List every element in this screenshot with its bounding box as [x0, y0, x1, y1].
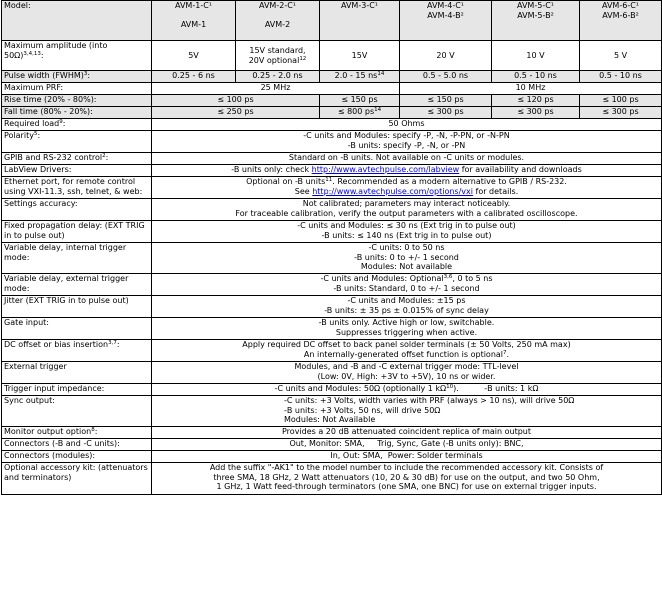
rise-time-row: [2, 95, 662, 107]
trig-impedance-label: Trigger input impedance:: [2, 384, 152, 396]
jitter-row: [2, 296, 662, 318]
fall-time-avm-6: ≤ 300 ps: [580, 107, 662, 119]
prf-avm-1-3: 25 MHz: [152, 83, 400, 95]
labview-label: LabView Drivers:: [2, 165, 152, 177]
pulse-width-label: Pulse width (FWHM)$^3$:: [2, 71, 152, 83]
monitor-row: [2, 427, 662, 439]
accessory-row: [2, 463, 662, 495]
fall-time-avm-1-2: ≤ 250 ps: [152, 107, 320, 119]
var-delay-int-value: -C units: 0 to 50 ns -B units: 0 to +/- 1 second Modules: Not available: [152, 243, 662, 274]
amplitude-avm-2: 15V standard, 20V optional$^{12}$: [236, 41, 320, 71]
vxi-link[interactable]: http://www.avtechpulse.com/options/vxi: [312, 186, 473, 196]
model-avm-3: AVM-3-C¹: [320, 1, 400, 41]
rise-time-avm-3: ≤ 150 ps: [320, 95, 400, 107]
amplitude-label: Maximum amplitude (into 50Ω)$^{3,4,13}$:: [2, 41, 152, 71]
fall-time-avm-4: ≤ 300 ps: [400, 107, 492, 119]
amplitude-avm-5: 10 V: [492, 41, 580, 71]
polarity-row: [2, 131, 662, 153]
rise-time-avm-1-2: ≤ 100 ps: [152, 95, 320, 107]
jitter-label: Jitter (EXT TRIG in to pulse out): [2, 296, 152, 318]
gate-value: -B units only. Active high or low, switchable. Suppresses triggering when active.: [152, 318, 662, 340]
accessory-label: Optional accessory kit: (attenuators and terminators): [2, 463, 152, 495]
ethernet-row: [2, 177, 662, 199]
fixed-delay-label: Fixed propagation delay: (EXT TRIG in to pulse out): [2, 221, 152, 243]
accuracy-label: Settings accuracy:: [2, 199, 152, 221]
pulse-width-avm-3: 2.0 - 15 $ns^{14}$: [320, 71, 400, 83]
ext-trigger-value: Modules, and -B and -C external trigger mode: TTL-level (Low: 0V, High: +3V to +5V), 10 ns or wider.: [152, 362, 662, 384]
ext-trigger-row: [2, 362, 662, 384]
jitter-value: -C units and Modules: ±15 ps -B units: ± 35 ps ± 0.015% of sync delay: [152, 296, 662, 318]
amplitude-avm-6: 5 V: [580, 41, 662, 71]
connectors-bc-row: [2, 439, 662, 451]
spec-table: [1, 0, 662, 495]
gpib-row: [2, 153, 662, 165]
polarity-value: -C units and Modules: specify -P, -N, -P-PN, or -N-PN -B units: specify -P, -N, or -PN: [152, 131, 662, 153]
var-delay-ext-value: -C units and Modules: Optional$^{3,6}$, 0 to 5 ns -B units: Standard, 0 to +/- 1 second: [152, 274, 662, 296]
gate-label: Gate input:: [2, 318, 152, 340]
monitor-label: Monitor output option$^8$:: [2, 427, 152, 439]
fall-time-avm-3: ≤ 800 $ps^{14}$: [320, 107, 400, 119]
rise-time-avm-6: ≤ 100 ps: [580, 95, 662, 107]
pulse-width-row: [2, 71, 662, 83]
var-delay-ext-row: [2, 274, 662, 296]
rise-time-avm-4: ≤ 150 ps: [400, 95, 492, 107]
model-avm-2: AVM-2-C¹ AVM-2: [236, 1, 320, 41]
connectors-bc-value: Out, Monitor: SMA, Trig, Sync, Gate (-B units only): BNC,: [152, 439, 662, 451]
fall-time-label: Fall time (80% - 20%):: [2, 107, 152, 119]
sync-row: [2, 396, 662, 427]
amplitude-avm-4: 20 V: [400, 41, 492, 71]
sync-value: -C units: +3 Volts, width varies with PRF (always > 10 ns), will drive 50Ω -B units: +3 Volts, 50 ns, will drive 50Ω Modules: Not Available: [152, 396, 662, 427]
fall-time-row: [2, 107, 662, 119]
amplitude-avm-3: 15V: [320, 41, 400, 71]
prf-row: [2, 83, 662, 95]
load-value: 50 Ohms: [152, 119, 662, 131]
model-avm-4: AVM-4-C¹ AVM-4-B²: [400, 1, 492, 41]
gate-row: [2, 318, 662, 340]
pulse-width-avm-2: 0.25 - 2.0 ns: [236, 71, 320, 83]
labview-link[interactable]: http://www.avtechpulse.com/labview: [311, 165, 460, 174]
dc-offset-label: DC offset or bias insertion$^{3,7}$:: [2, 340, 152, 362]
var-delay-int-row: [2, 243, 662, 274]
connectors-mod-value: In, Out: SMA, Power: Solder terminals: [152, 451, 662, 463]
ethernet-value: Optional on -B units$^{11}$. Recommended as a modern alternative to GPIB / RS-232. See http://www.avtechpulse.com/options/vxi for details.: [152, 177, 662, 199]
labview-value: -B units only: check http://www.avtechpulse.com/labview for availability and downloads: [152, 165, 662, 177]
amplitude-avm-1: 5V: [152, 41, 236, 71]
connectors-bc-label: Connectors (-B and -C units):: [2, 439, 152, 451]
amplitude-row: [2, 41, 662, 71]
fixed-delay-row: [2, 221, 662, 243]
connectors-mod-row: [2, 451, 662, 463]
trig-impedance-value: -C units and Modules: 50Ω (optionally 1 $k\Omega^{10}$). -B units: 1 kΩ: [152, 384, 662, 396]
model-label: Model:: [2, 1, 152, 41]
pulse-width-avm-6: 0.5 - 10 ns: [580, 71, 662, 83]
ext-trigger-label: External trigger: [2, 362, 152, 384]
gpib-value: Standard on -B units. Not available on -C units or modules.: [152, 153, 662, 165]
accuracy-value: Not calibrated; parameters may interact noticeably. For traceable calibration, verify the output parameters with a calibrated oscilloscope.: [152, 199, 662, 221]
rise-time-label: Rise time (20% - 80%):: [2, 95, 152, 107]
accuracy-row: [2, 199, 662, 221]
dc-offset-value: Apply required DC offset to back panel solder terminals (± 50 Volts, 250 mA max) An internally-generated offset function is optional$^7$.: [152, 340, 662, 362]
model-row: [2, 1, 662, 41]
ethernet-label: Ethernet port, for remote control using VXI-11.3, ssh, telnet, & web:: [2, 177, 152, 199]
trig-impedance-row: [2, 384, 662, 396]
prf-label: Maximum PRF:: [2, 83, 152, 95]
dc-offset-row: [2, 340, 662, 362]
monitor-value: Provides a 20 dB attenuated coincident replica of main output: [152, 427, 662, 439]
prf-avm-4-6: 10 MHz: [400, 83, 662, 95]
connectors-mod-label: Connectors (modules):: [2, 451, 152, 463]
model-avm-6: AVM-6-C¹ AVM-6-B²: [580, 1, 662, 41]
model-avm-5: AVM-5-C¹ AVM-5-B²: [492, 1, 580, 41]
pulse-width-avm-4: 0.5 - 5.0 ns: [400, 71, 492, 83]
polarity-label: Polarity$^5$:: [2, 131, 152, 153]
fixed-delay-value: -C units and Modules: ≤ 30 ns (Ext trig in to pulse out) -B units: ≤ 140 ns (Ext trig in to pulse out): [152, 221, 662, 243]
pulse-width-avm-5: 0.5 - 10 ns: [492, 71, 580, 83]
model-avm-1: AVM-1-C¹ AVM-1: [152, 1, 236, 41]
gpib-label: GPIB and RS-232 control$^2$:: [2, 153, 152, 165]
load-label: Required load$^9$:: [2, 119, 152, 131]
pulse-width-avm-1: 0.25 - 6 ns: [152, 71, 236, 83]
sync-label: Sync output:: [2, 396, 152, 427]
var-delay-ext-label: Variable delay, external trigger mode:: [2, 274, 152, 296]
var-delay-int-label: Variable delay, internal trigger mode:: [2, 243, 152, 274]
fall-time-avm-5: ≤ 300 ps: [492, 107, 580, 119]
accessory-value: Add the suffix "-AK1" to the model number to include the recommended accessory kit. Consists of three SMA, 18 GHz, 2 Watt attenuators (10, 20 & 30 dB) for use on the output, and two 50 Ohm, 1 GHz, 1 Watt feed-through terminators (one SMA, one BNC) for use on external trigger inputs.: [152, 463, 662, 495]
rise-time-avm-5: ≤ 120 ps: [492, 95, 580, 107]
labview-row: [2, 165, 662, 177]
load-row: [2, 119, 662, 131]
